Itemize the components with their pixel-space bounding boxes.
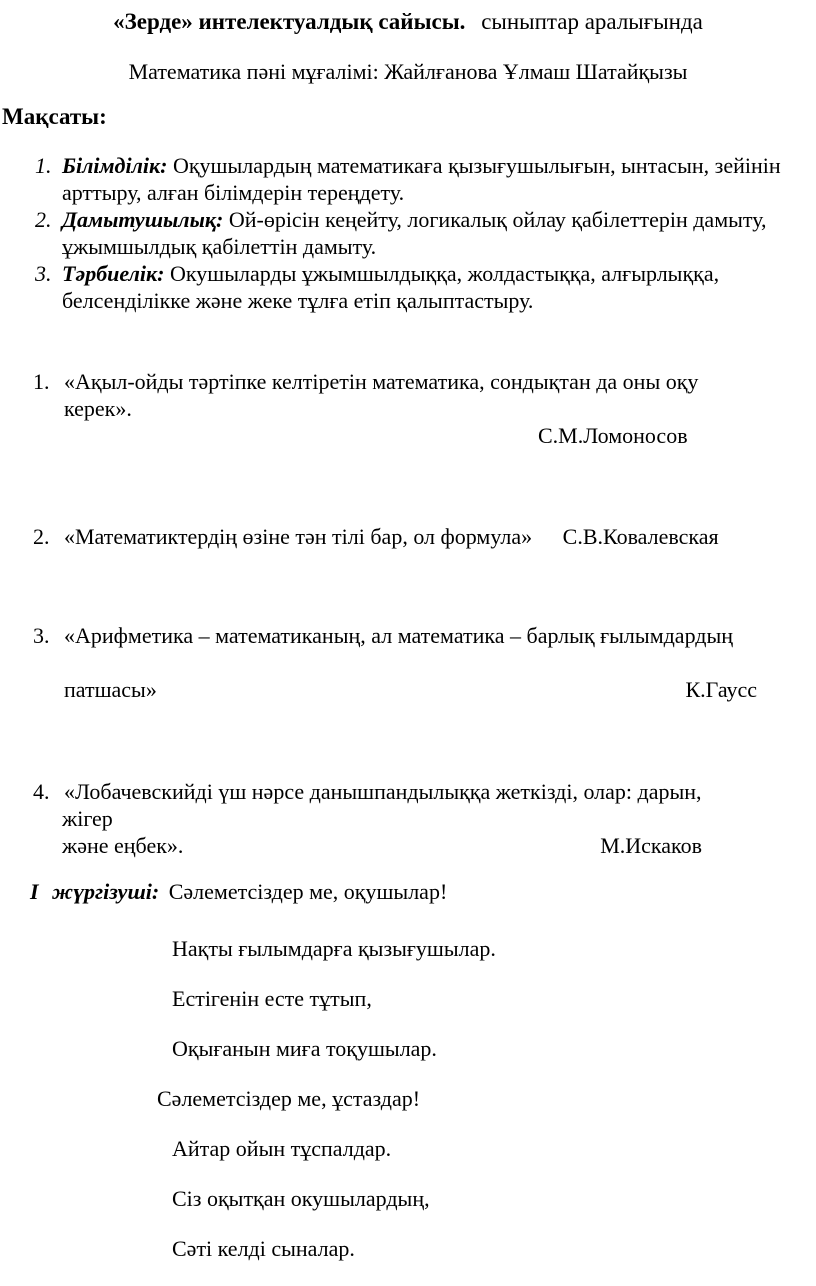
poem-block <box>0 935 816 1262</box>
poem-line: Нақты ғылымдарға қызығушылар. <box>172 936 496 961</box>
poem-line: Сәті келді сыналар. <box>172 1236 355 1261</box>
quote-author: С.М.Ломоносов <box>538 423 688 448</box>
quote-body: «Математиктердің өзіне тән тілі бар, ол формула» <box>64 524 533 549</box>
goal-body: Оқушылардың математикаға қызығушылығын, ынтасын, зейінін арттыру, алған білімдерін тереңдету. <box>62 153 781 205</box>
quote-continuation <box>0 676 816 703</box>
host-role: жүргізуші: <box>52 879 160 904</box>
goal-number: 3. <box>35 261 52 286</box>
goal-body: Окушыларды ұжымшылдыққа, жолдастыққа, алғырлыққа, белсенділікке және жеке тұлға етіп қалыптастыру. <box>62 261 720 313</box>
goals-heading: Мақсаты: <box>2 104 107 129</box>
goal-number: 1. <box>35 153 52 178</box>
goal-body: Ой-өрісін кеңейту, логикалық ойлау қабілеттерін дамыту, ұжымшылдық қабілеттін дамыту. <box>62 207 767 259</box>
quote-continuation <box>62 832 702 859</box>
poem-line: Айтар ойын тұспалдар. <box>172 1136 392 1161</box>
quote-text: «Ақыл-ойды тәртіпке келтіретін математика, сондықтан да оны оқу керек». <box>64 369 699 421</box>
goal-term: Дамытушылық: <box>62 207 224 232</box>
document-page <box>0 8 816 1286</box>
goals-list <box>0 152 816 314</box>
quote-number: 2. <box>33 524 50 549</box>
quote-item <box>0 778 816 805</box>
goal-item <box>0 260 816 314</box>
goal-number: 2. <box>35 207 52 232</box>
goal-item <box>0 206 816 260</box>
teacher-line: Математика пәні мұғалімі: Жайлғанова Ұлмаш Шатайқызы <box>128 59 688 84</box>
poem-line: Оқығанын миға тоқушылар. <box>172 1036 437 1061</box>
quote-item <box>0 368 816 422</box>
goal-item <box>0 152 816 206</box>
poem-line: Естігенін есте тұтып, <box>172 986 372 1011</box>
goal-text <box>62 152 788 206</box>
quote-author: М.Искаков <box>600 833 702 858</box>
quote-author: С.В.Ковалевская <box>562 524 719 549</box>
goal-term: Білімділік: <box>62 153 168 178</box>
quote-number: 3. <box>33 623 50 648</box>
title-suffix: сыныптар аралығында <box>481 9 703 34</box>
quote-text-end: және еңбек». <box>62 833 184 858</box>
poem-line: Сәлеметсіздер ме, ұстаздар! <box>157 1086 421 1111</box>
poem-line: Сіз оқытқан окушылардың, <box>172 1186 430 1211</box>
page-title <box>0 8 816 35</box>
quote-item <box>0 523 816 550</box>
host-speech: Сәлеметсіздер ме, оқушылар! <box>168 879 448 904</box>
host-line <box>0 878 816 905</box>
goal-text <box>62 206 788 260</box>
title-main: «Зерде» интелектуалдық сайысы. <box>113 9 466 34</box>
quote-number: 4. <box>33 779 50 804</box>
quote-text: «Арифметика – математиканың, ал математика – барлық ғылымдардың <box>64 623 734 648</box>
quote-text <box>64 523 719 550</box>
quote-text-end: патшасы» <box>64 677 157 702</box>
quote-text: «Лобачевскийді үш нәрсе данышпандылыққа жеткізді, олар: дарын, <box>64 779 702 804</box>
quote-item <box>0 622 816 649</box>
quote-number: 1. <box>33 369 50 394</box>
quote-author: К.Гаусс <box>685 677 757 702</box>
host-number: I <box>30 879 39 904</box>
quote-continuation: жігер <box>62 806 113 831</box>
goal-text <box>62 260 788 314</box>
goal-term: Тәрбиелік: <box>62 261 165 286</box>
